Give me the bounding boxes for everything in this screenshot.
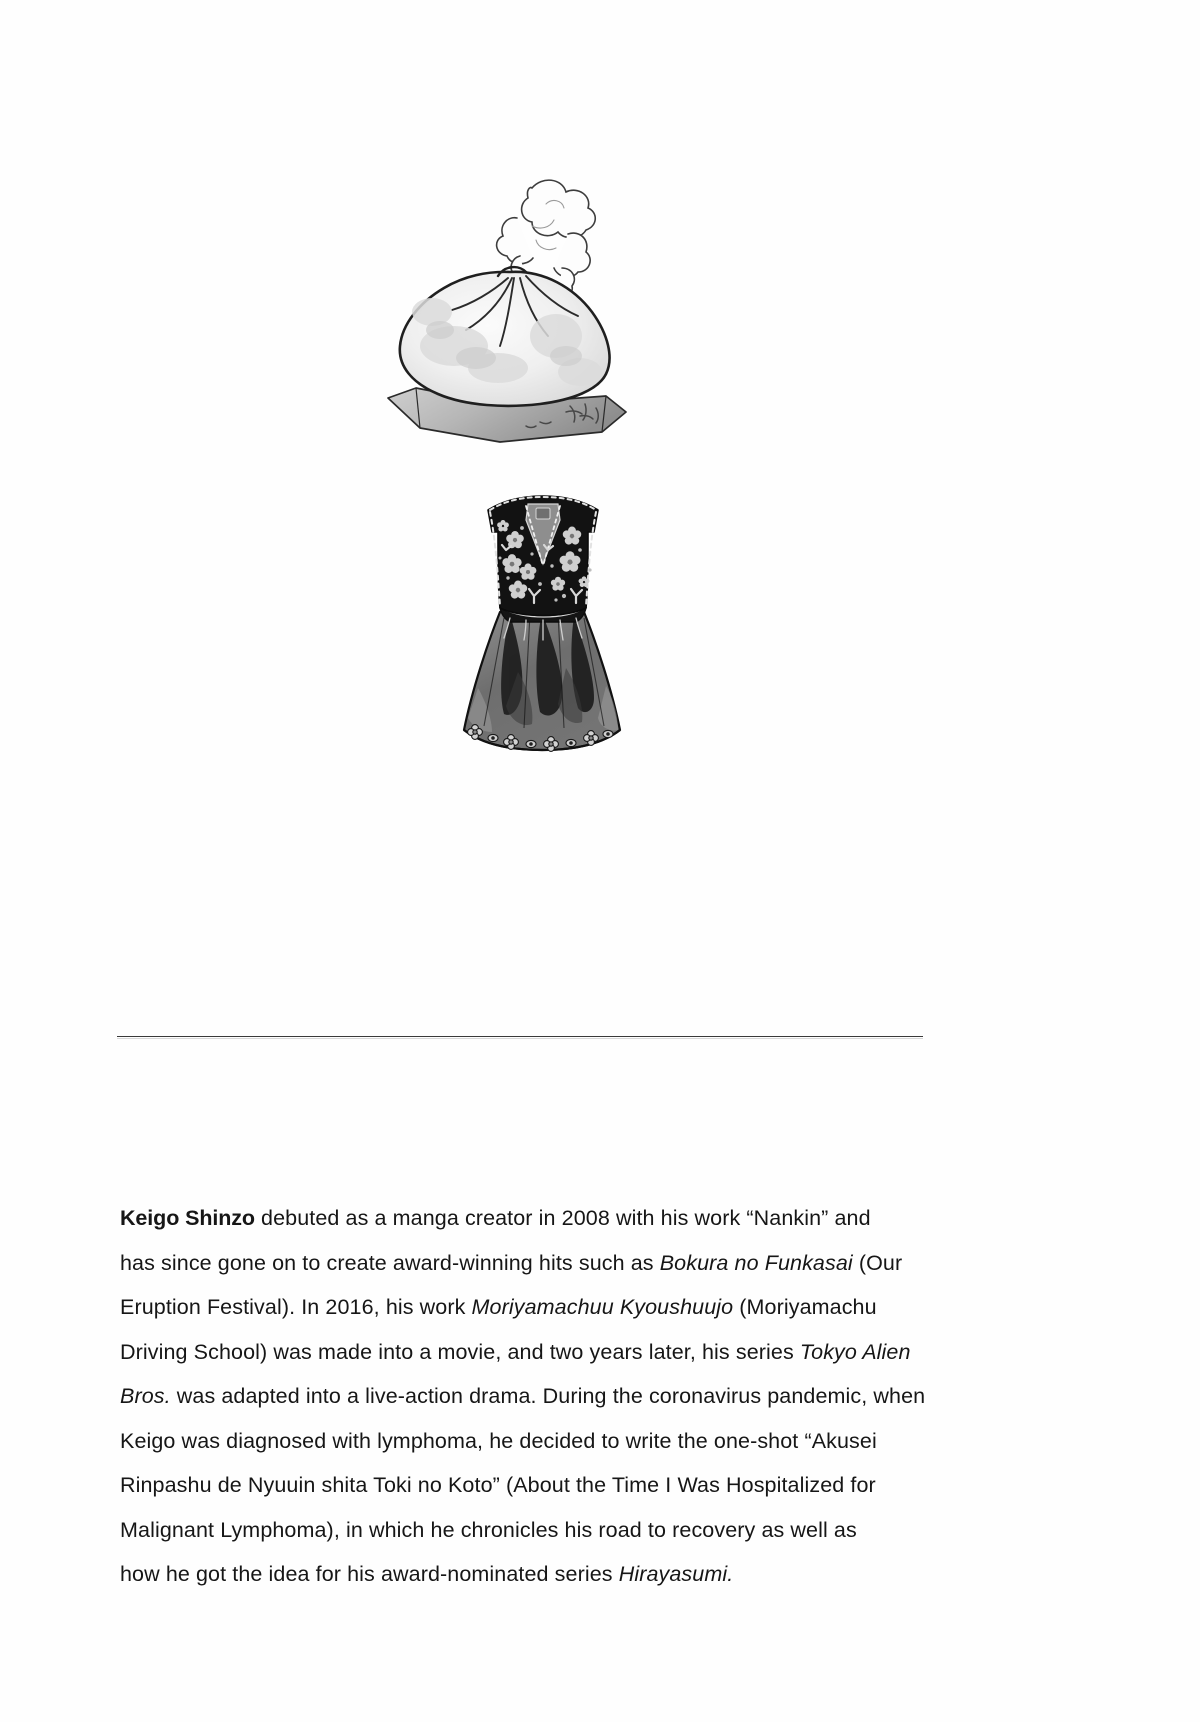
author-name: Keigo Shinzo xyxy=(120,1206,255,1230)
steamed-bun-illustration xyxy=(380,160,640,460)
bio-line xyxy=(120,1463,920,1508)
horizontal-rule-shadow xyxy=(117,1038,923,1039)
bio-text-run: Malignant Lymphoma), in which he chronicles his road to recovery as well as xyxy=(120,1517,857,1542)
bio-line xyxy=(120,1508,920,1553)
author-bio-paragraph xyxy=(120,1196,926,1597)
divider-area xyxy=(0,1030,1200,1046)
bio-text-run: how he got the idea for his award-nominated series xyxy=(120,1562,619,1586)
work-title: Bros. xyxy=(120,1384,171,1408)
work-title: Hirayasumi. xyxy=(618,1562,734,1586)
bio-text-run: Driving School) was made into a movie, and two years later, his series xyxy=(120,1339,800,1364)
bio-text-run: was adapted into a live-action drama. During the coronavirus pandemic, when xyxy=(170,1384,926,1408)
bio-text-run: has since gone on to create award-winning hits such as xyxy=(120,1250,660,1275)
horizontal-rule xyxy=(117,1036,923,1037)
embroidered-dress-illustration xyxy=(448,492,638,782)
bio-line xyxy=(120,1285,920,1330)
bio-line xyxy=(120,1241,920,1286)
dress-bodice xyxy=(488,496,598,616)
bio-line xyxy=(120,1330,920,1375)
bio-text-run: Keigo was diagnosed with lymphoma, he decided to write the one-shot “Akusei xyxy=(120,1428,877,1453)
bio-line xyxy=(120,1374,926,1419)
bio-text-run: (Moriyamachu xyxy=(733,1295,877,1319)
bio-line xyxy=(120,1419,920,1464)
bio-text-run: debuted as a manga creator in 2008 with his work “Nankin” and xyxy=(254,1206,871,1230)
bio-text-run: Rinpashu de Nyuuin shita Toki no Koto” (About the Time I Was Hospitalized for xyxy=(120,1473,876,1497)
bio-text-run: (Our xyxy=(852,1250,903,1275)
dress-skirt xyxy=(464,612,620,750)
work-title: Moriyamachuu Kyoushuujo xyxy=(471,1295,734,1319)
bio-text-run: Eruption Festival). In 2016, his work xyxy=(120,1295,472,1319)
work-title: Tokyo Alien xyxy=(799,1339,911,1364)
bio-line xyxy=(120,1552,920,1597)
bun-body xyxy=(400,267,610,406)
bio-line xyxy=(120,1196,920,1241)
work-title: Bokura no Funkasai xyxy=(659,1250,853,1275)
